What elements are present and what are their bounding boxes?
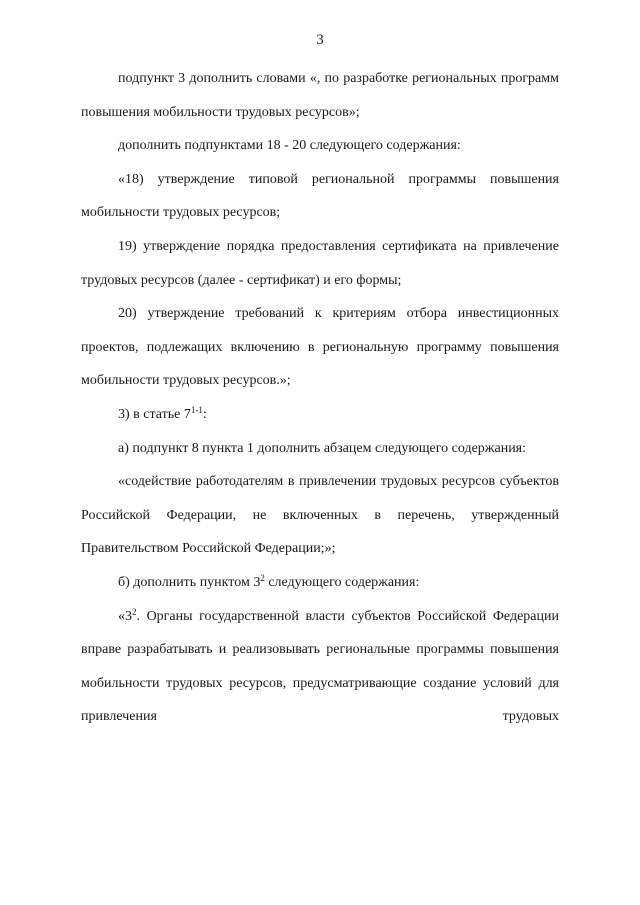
paragraph-text-after: . Органы государственной власти субъектов Российской Федерации вправе разрабатывать и реализовывать региональные программы повышения мобильности трудовых ресурсов, предусматривающие создание условий для привлечения трудовых <box>81 608 559 725</box>
paragraph-add-subitems-18-20: дополнить подпунктами 18 - 20 следующего содержания: <box>118 138 461 154</box>
paragraph-text-after: : <box>202 406 207 422</box>
superscript: 2 <box>260 572 265 583</box>
paragraph-subitem-18: «18) утверждение типовой региональной программы повышения мобильности трудовых ресурсов; <box>81 171 559 221</box>
superscript: 1-1 <box>190 404 203 415</box>
document-body <box>81 62 559 734</box>
paragraph-subitem-20: 20) утверждение требований к критериям отбора инвестиционных проектов, подлежащих включению в региональную программу повышения мобильности трудовых ресурсов.»; <box>81 306 559 389</box>
paragraph-item-b <box>81 566 559 600</box>
paragraph-subitem-19: 19) утверждение порядка предоставления сертификата на привлечение трудовых ресурсов (далее - сертификат) и его формы; <box>81 238 559 288</box>
paragraph-text-before: 3) в статье 7 <box>118 406 191 422</box>
paragraph-item-a: а) подпункт 8 пункта 1 дополнить абзацем следующего содержания: <box>118 440 527 456</box>
paragraph-item-3-2 <box>81 600 559 734</box>
superscript: 2 <box>132 606 137 617</box>
paragraph-subitem-3-amendment: подпункт 3 дополнить словами «, по разработке региональных программ повышения мобильности трудовых ресурсов»; <box>81 71 559 120</box>
paragraph-text-after: следующего содержания: <box>264 574 420 590</box>
paragraph-employer-assistance: «содействие работодателям в привлечении трудовых ресурсов субъектов Российской Федерации, не включенных в перечень, утвержденный Правительством Российской Федерации;»; <box>81 474 559 557</box>
paragraph-text-before: б) дополнить пунктом 3 <box>118 574 261 590</box>
paragraph-text-before: «3 <box>118 608 132 624</box>
page-number: 3 <box>316 32 324 48</box>
paragraph-article-7-1-1 <box>81 398 559 432</box>
